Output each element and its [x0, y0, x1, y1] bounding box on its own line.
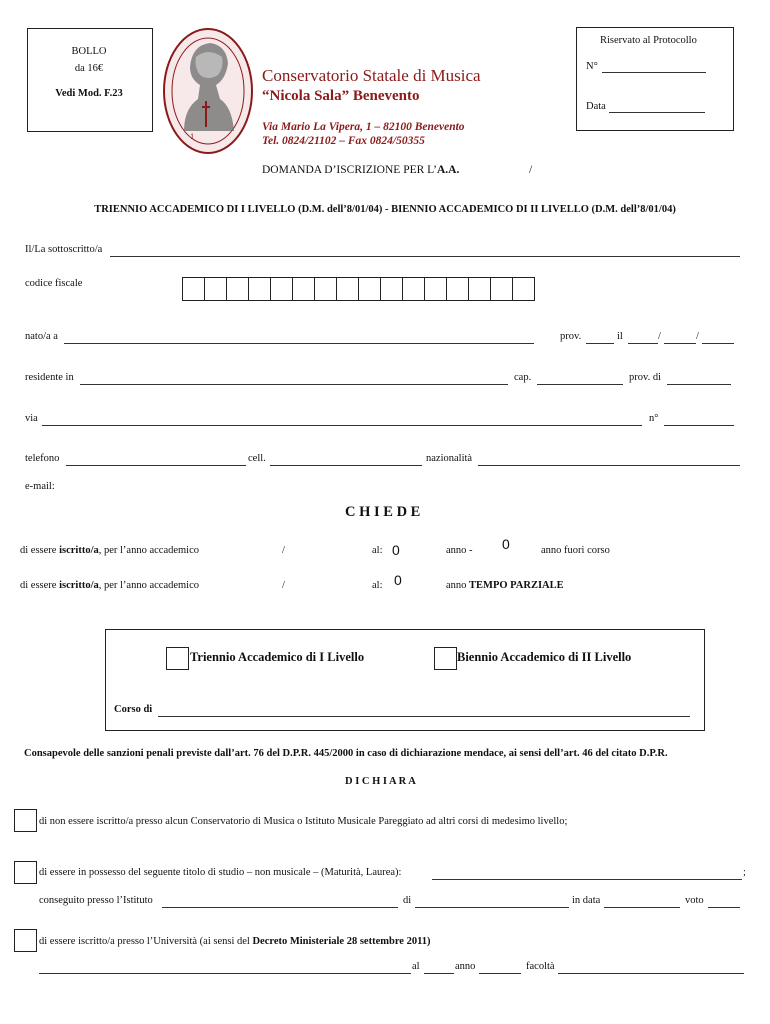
institution-title: Conservatorio Statale di Musica [262, 66, 481, 85]
chiede-row2-prefix: di essere [20, 580, 60, 591]
chiede-row2-text [20, 580, 199, 591]
bollo-amount: da 16€ [74, 63, 104, 74]
cf-cell[interactable] [491, 278, 513, 300]
facolta-label: facoltà [526, 961, 555, 972]
titolo-studio-field[interactable] [432, 879, 742, 880]
bollo-label: BOLLO [71, 46, 107, 57]
istituto-field[interactable] [162, 907, 398, 908]
birth-month-field[interactable] [664, 343, 696, 344]
chiede-row1-anno: anno - [446, 545, 473, 556]
chiede-row2-al: al: [372, 580, 383, 591]
al-field[interactable] [424, 973, 454, 974]
telefono-field[interactable] [66, 465, 246, 466]
biennio-label: Biennio Accademico di II Livello [457, 650, 632, 664]
sottoscritto-field[interactable] [110, 256, 740, 257]
dichiara-item1-text: di non essere iscritto/a presso alcun Conservatorio di Musica o Istituto Musicale Pareggiato ad altri corsi di medesimo livello; [39, 816, 568, 827]
residente-field[interactable] [80, 384, 508, 385]
institution-address: Via Mario La Vipera, 1 – 82100 Benevento [262, 121, 465, 133]
telefono-label: telefono [25, 453, 60, 464]
birth-day-field[interactable] [628, 343, 658, 344]
chiede-row1-al-value[interactable]: 0 [392, 542, 400, 558]
in-data-label: in data [572, 895, 601, 906]
cf-cell[interactable] [249, 278, 271, 300]
di-label: di [403, 895, 412, 906]
birth-year-field[interactable] [702, 343, 734, 344]
cf-cell[interactable] [315, 278, 337, 300]
sottoscritto-label: Il/La sottoscritto/a [25, 244, 103, 255]
dichiara-item2-text: di essere in possesso del seguente titolo di studio – non musicale – (Maturità, Laurea): [39, 867, 402, 878]
chiede-row1-suffix: , per l’anno accademico [98, 545, 200, 556]
domanda-title [262, 164, 459, 176]
codice-fiscale-label: codice fiscale [25, 278, 83, 289]
numero-label: n° [649, 413, 659, 424]
chiede-row1-fuori: anno fuori corso [541, 545, 610, 556]
cf-cell[interactable] [227, 278, 249, 300]
cf-cell[interactable] [381, 278, 403, 300]
nazionalita-field[interactable] [478, 465, 740, 466]
prov-di-field[interactable] [667, 384, 731, 385]
bollo-note: Vedi Mod. F.23 [55, 88, 123, 99]
cf-cell[interactable] [447, 278, 469, 300]
svg-text:1: 1 [190, 133, 195, 141]
dichiara-item3-checkbox[interactable] [14, 929, 37, 952]
nato-field[interactable] [64, 343, 534, 344]
institution-subtitle: “Nicola Sala” Benevento [262, 88, 420, 104]
cf-cell[interactable] [513, 278, 535, 300]
dichiara-item2-end: ; [743, 867, 746, 878]
cf-cell[interactable] [337, 278, 359, 300]
corso-di-label: Corso di [114, 704, 153, 715]
il-label: il [617, 331, 623, 342]
domanda-prefix: DOMANDA D’ISCRIZIONE PER L’ [262, 164, 437, 176]
facolta-field[interactable] [558, 973, 744, 974]
via-label: via [25, 413, 38, 424]
chiede-row2-al-value[interactable]: 0 [394, 572, 402, 588]
cf-cell[interactable] [359, 278, 381, 300]
chiede-row1-al: al: [372, 545, 383, 556]
chiede-row2-suffix: , per l’anno accademico [98, 580, 200, 591]
nazionalita-label: nazionalità [426, 453, 473, 464]
triennio-label: Triennio Accademico di I Livello [190, 650, 365, 664]
cf-cell[interactable] [469, 278, 491, 300]
dichiara-item2-checkbox[interactable] [14, 861, 37, 884]
chiede-row2-slash: / [282, 580, 285, 591]
cf-cell[interactable] [403, 278, 425, 300]
prov-field[interactable] [586, 343, 614, 344]
dichiara-item1-checkbox[interactable] [14, 809, 37, 832]
chiede-row2-anno-label: anno [446, 580, 470, 591]
chiede-row2-bold: iscritto/a [59, 580, 99, 591]
bollo-box [27, 28, 153, 132]
prov-label: prov. [560, 331, 582, 342]
chiede-row1-anno-value[interactable]: 0 [502, 536, 510, 552]
corso-di-field[interactable] [158, 716, 690, 717]
anno-label: anno [455, 961, 476, 972]
dichiara-item3-text [39, 936, 431, 947]
protocollo-numero-line[interactable] [602, 72, 706, 73]
chiede-row1-prefix: di essere [20, 545, 60, 556]
codice-fiscale-grid[interactable] [182, 277, 535, 301]
domanda-slash: / [529, 164, 533, 176]
biennio-checkbox[interactable] [434, 647, 457, 670]
protocollo-numero-label: N° [586, 61, 598, 72]
domanda-aa: A.A. [436, 164, 460, 176]
chiede-row1-bold: iscritto/a [59, 545, 99, 556]
nato-label: nato/a a [25, 331, 58, 342]
cf-cell[interactable] [205, 278, 227, 300]
dichiara-item3-prefix: di essere iscritto/a presso l’Università (ai sensi del [39, 936, 253, 947]
cf-cell[interactable] [425, 278, 447, 300]
triennio-checkbox[interactable] [166, 647, 189, 670]
cell-label: cell. [248, 453, 266, 464]
chiede-row1-slash: / [282, 545, 285, 556]
universita-field[interactable] [39, 973, 411, 974]
residente-label: residente in [25, 372, 74, 383]
dichiara-title: D I C H I A R A [345, 776, 416, 787]
consapevole-text: Consapevole delle sanzioni penali previste dall’art. 76 del D.P.R. 445/2000 in caso di dichiarazione mendace, ai sensi dell’art. 46 del citato D.P.R. [24, 748, 668, 759]
email-label: e-mail: [25, 481, 55, 492]
conseguito-label: conseguito presso l’Istituto [39, 895, 153, 906]
prov-di-label: prov. di [629, 372, 661, 383]
protocollo-data-line[interactable] [609, 112, 705, 113]
cf-cell[interactable] [293, 278, 315, 300]
protocollo-data-label: Data [586, 101, 606, 112]
numero-civico-field[interactable] [664, 425, 734, 426]
cap-field[interactable] [537, 384, 623, 385]
section-title: TRIENNIO ACCADEMICO DI I LIVELLO (D.M. dell’8/01/04) - BIENNIO ACCADEMICO DI II LIVELLO (D.M. dell’8/01/04) [94, 204, 676, 215]
chiede-row1-text [20, 545, 199, 556]
cap-label: cap. [514, 372, 532, 383]
dichiara-item3-bold: Decreto Ministeriale 28 settembre 2011) [252, 936, 431, 947]
chiede-row2-tempo: TEMPO PARZIALE [469, 580, 564, 591]
cf-cell[interactable] [271, 278, 293, 300]
protocollo-title: Riservato al Protocollo [600, 35, 697, 46]
anno-field[interactable] [479, 973, 521, 974]
via-field[interactable] [42, 425, 642, 426]
cell-field[interactable] [270, 465, 422, 466]
date-sep: / [696, 331, 699, 342]
istituto-citta-field[interactable] [415, 907, 569, 908]
voto-field[interactable] [708, 907, 740, 908]
voto-label: voto [685, 895, 704, 906]
chiede-row2-anno [446, 580, 564, 591]
chiede-title: C H I E D E [345, 504, 421, 520]
cf-cell[interactable] [183, 278, 205, 300]
conservatorio-seal [162, 27, 254, 155]
institution-phone: Tel. 0824/21102 – Fax 0824/50355 [262, 135, 425, 147]
al-label: al [412, 961, 420, 972]
in-data-field[interactable] [604, 907, 680, 908]
date-sep: / [658, 331, 661, 342]
